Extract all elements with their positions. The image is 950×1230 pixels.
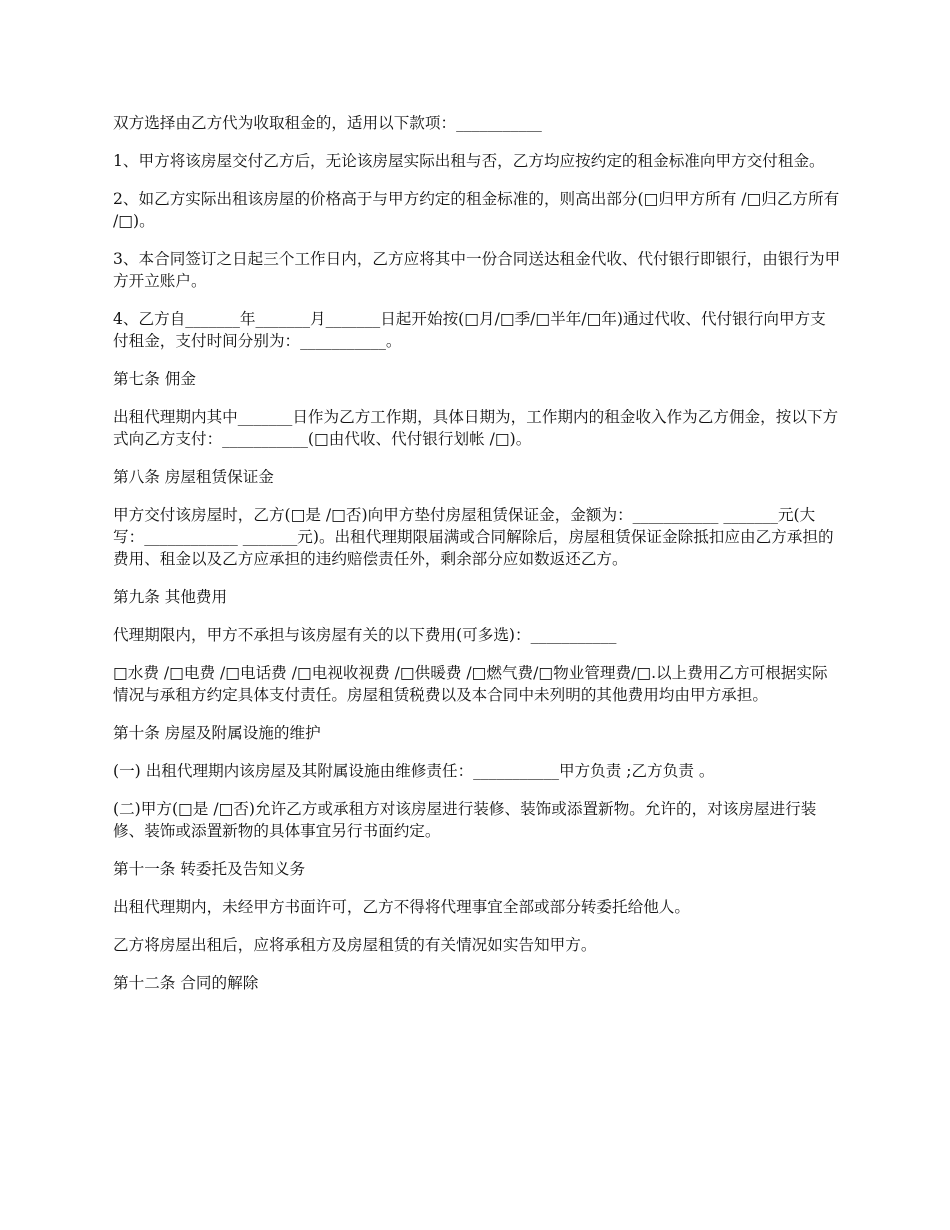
paragraph-rent-collection-intro: 双方选择由乙方代为收取租金的，适用以下款项：___________ [113, 114, 542, 132]
paragraph-clause-2: 2、如乙方实际出租该房屋的价格高于与甲方约定的租金标准的，则高出部分(□归甲方所有 /□归乙方所有 /□)。 [113, 190, 845, 230]
paragraph-clause-1: 1、甲方将该房屋交付乙方后，无论该房屋实际出租与否，乙方均应按约定的租金标准向甲方交付租金。 [113, 152, 825, 170]
paragraph-other-fees-intro: 代理期限内，甲方不承担与该房屋有关的以下费用(可多选)：___________ [113, 626, 617, 644]
paragraph-notification: 乙方将房屋出租后，应将承租方及房屋租赁的有关情况如实告知甲方。 [113, 936, 597, 954]
section-heading-article-8: 第八条 房屋租赁保证金 [113, 468, 274, 486]
paragraph-clause-4: 4、乙方自_______年_______月_______日起开始按(□月/□季/□半年/□年)通过代收、代付银行向甲方支付租金，支付时间分别为：___________。 [113, 310, 826, 350]
paragraph-deposit: 甲方交付该房屋时，乙方(□是 /□否)向甲方垫付房屋租赁保证金，金额为：___________ _______元(大写：____________ _______元)。出租代理期限届满或合同解除后，房屋租赁保证金除抵扣应由乙方承担的费用、租金以及乙方应承担的违约赔偿责任外，剩余部分应如数返还乙方。 [113, 506, 834, 568]
document-body [113, 112, 845, 1010]
paragraph-maintenance-2: (二)甲方(□是 /□否)允许乙方或承租方对该房屋进行装修、装饰或添置新物。允许的，对该房屋进行装修、装饰或添置新物的具体事宜另行书面约定。 [113, 800, 817, 840]
paragraph-subdelegation: 出租代理期内，未经甲方书面许可，乙方不得将代理事宜全部或部分转委托给他人。 [113, 898, 690, 916]
paragraph-clause-3: 3、本合同签订之日起三个工作日内，乙方应将其中一份合同送达租金代收、代付银行即银行，由银行为甲方开立账户。 [113, 250, 841, 290]
paragraph-maintenance-1: (一) 出租代理期内该房屋及其附属设施由维修责任：___________甲方负责 ;乙方负责 。 [113, 762, 715, 780]
section-heading-article-11: 第十一条 转委托及告知义务 [113, 860, 306, 878]
section-heading-article-9: 第九条 其他费用 [113, 588, 228, 606]
section-heading-article-12: 第十二条 合同的解除 [113, 974, 259, 992]
section-heading-article-10: 第十条 房屋及附属设施的维护 [113, 724, 321, 742]
section-heading-article-7: 第七条 佣金 [113, 370, 196, 388]
paragraph-fee-options: □水费 /□电费 /□电话费 /□电视收视费 /□供暖费 /□燃气费/□物业管理费/□.以上费用乙方可根据实际情况与承租方约定具体支付责任。房屋租赁税费以及本合同中未列明的其他费用均由甲方承担。 [113, 664, 828, 704]
paragraph-commission: 出租代理期内其中_______日作为乙方工作期，具体日期为，工作期内的租金收入作为乙方佣金，按以下方式向乙方支付：___________(□由代收、代付银行划帐 /□)。 [113, 408, 839, 448]
